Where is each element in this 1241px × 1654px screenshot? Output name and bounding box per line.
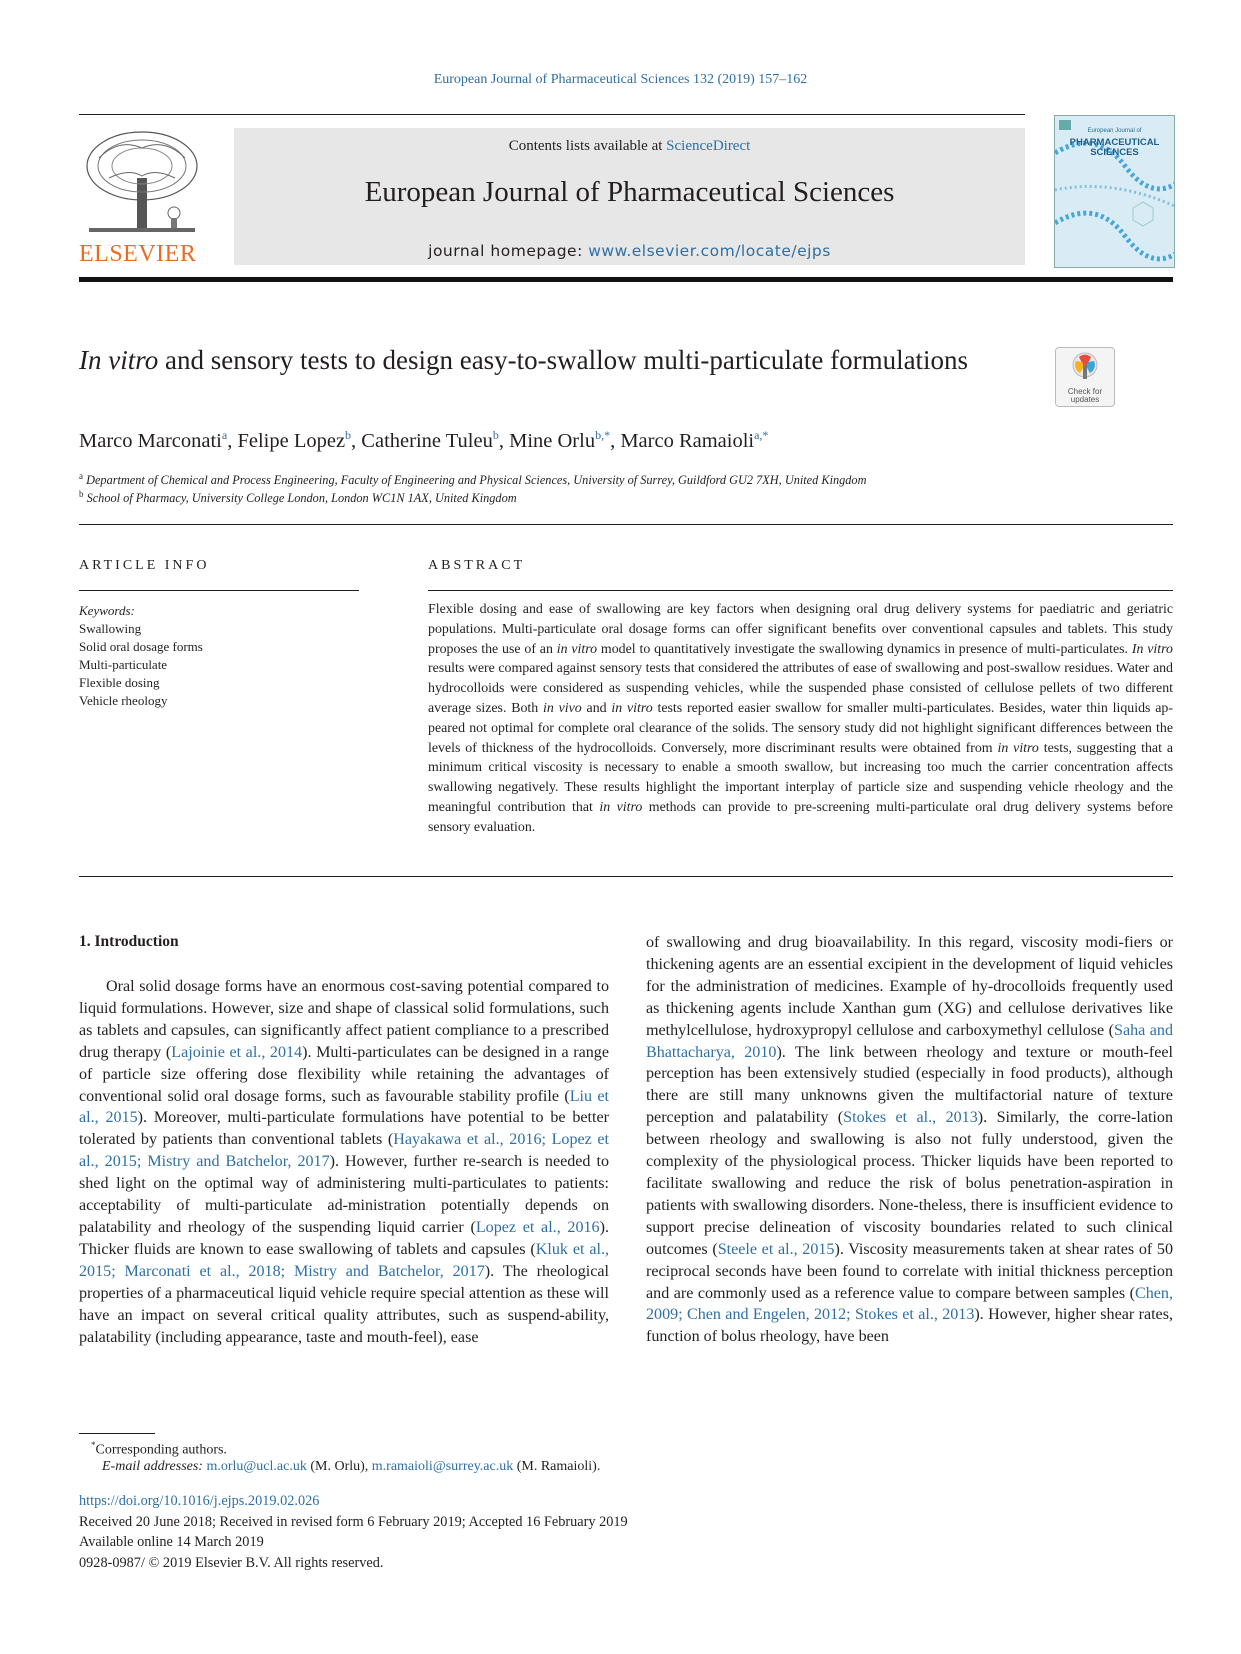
- footnote-star: *: [91, 1440, 96, 1450]
- contents-prefix: Contents lists available at: [508, 138, 667, 154]
- body-text: ). Similarly, the corre-lation between rheology and swallowing is also not fully understood, given the complexity of the physiological process. Thicker liquids have been reported to facilitate swallowing and reduce the risk of bolus penetration-aspiration in patients with swallowing disorders. None-theless, there is insufficient evidence to support precise delineation of viscosity boundaries related to such clinical outcomes (: [646, 1109, 1174, 1258]
- article-info-heading: ARTICLE INFO: [79, 558, 210, 573]
- homepage-line: [234, 242, 1025, 260]
- affiliation-text: Department of Chemical and Process Engineering, Faculty of Engineering and Physical Sciences, University of Surrey, Guildford GU2 7XH, United Kingdom: [86, 473, 867, 488]
- abstract-italic: in vitro: [599, 799, 643, 815]
- article-info-rule: [79, 590, 359, 591]
- author-affiliation-mark[interactable]: b,*: [595, 428, 611, 442]
- body-text: Oral solid dosage forms have an enormous cost-saving potential compared to liquid formulations. However, size and shape of classical solid formulations, such as tablets and capsules, can significantly affect patient compliance to a prescribed drug therapy (: [79, 978, 609, 1061]
- email-link-ramaioli[interactable]: m.ramaioli@surrey.ac.uk: [371, 1459, 514, 1474]
- body-text: ). Moreover, multi-particulate formulations have potential to be better tolerated by patients than conventional tablets (: [79, 1109, 609, 1149]
- keywords-block: [79, 602, 203, 710]
- introduction-heading: 1. Introduction: [79, 933, 179, 950]
- journal-masthead: [234, 128, 1025, 265]
- abstract-italic: in vitro: [556, 641, 598, 657]
- abstract-segment: tests reported easier swallow for smaller multi-particulates. Besides, water thin liquids ap-peared not optimal for complete oral clearance of the solids. The sensory study did not highlight significant differences between the levels of thickness of the hydrocolloids. Conversely, more discriminant results were obtained from: [428, 700, 1173, 756]
- abstract-bottom-rule: [79, 876, 1173, 877]
- author: [620, 430, 768, 452]
- footnote-rule: [79, 1433, 155, 1434]
- check-updates-label: Check for updates: [1067, 387, 1103, 404]
- citation-link[interactable]: Chen, 2009; Chen and Engelen, 2012; Stokes et al., 2013: [646, 1284, 1173, 1324]
- cover-title-text: PHARMACEUTICAL SCIENCES: [1069, 137, 1160, 158]
- body-text: of swallowing and drug bioavailability. In this regard, viscosity modi-fiers or thickening agents are an essential excipient in the development of liquid vehicles for the administration of medicines. Example of hy-drocolloids frequently used as thickening agents include Xanthan gum (XG) and cellulose derivatives like methylcellulose, hydroxypropyl cellulose and carboxymethyl cellulose (: [646, 934, 1173, 1039]
- citation-link[interactable]: Hayakawa et al., 2016; Lopez et al., 2015; Mistry and Batchelor, 2017: [79, 1131, 609, 1171]
- author: [237, 430, 351, 452]
- journal-title: European Journal of Pharmaceutical Sciences: [364, 176, 895, 208]
- author-affiliation-mark[interactable]: b: [345, 428, 352, 442]
- keywords-label: Keywords:: [79, 603, 135, 618]
- body-text: ). The rheological properties of a pharmaceutical liquid vehicle require special attention as these will have an impact on several critical quality attributes, such as suspend-ability, palatability (including appearance, taste and mouth-feel), ease: [79, 1262, 609, 1346]
- citation-link[interactable]: Saha and Bhattacharya, 2010: [646, 1021, 1174, 1061]
- abstract-text: [428, 600, 1173, 838]
- affiliation-rule: [79, 524, 1173, 525]
- email-owner: (M. Ramaioli).: [513, 1459, 601, 1474]
- abstract-segment: tests, suggesting that a minimum critical viscosity is necessary to enable a smooth swallow, but increasing too much the carrier concentration affects swallowing negatively. These results highlight the important interplay of particle size and suspending vehicle rheology and the meaningful contribution that: [428, 740, 1174, 815]
- affiliation-mark: b: [79, 489, 84, 499]
- copyright-line: 0928-0987/ © 2019 Elsevier B.V. All rights reserved.: [79, 1554, 384, 1571]
- author-affiliation-mark[interactable]: a: [221, 428, 228, 442]
- author: [79, 430, 227, 452]
- elsevier-logo[interactable]: [79, 128, 205, 268]
- body-text: ). However, further re-search is needed to shed light on the optimal way of administering multi-particulates to patients: acceptability of multi-particulate ad-ministration potentially depends on palatability and rheology of the suspending liquid carrier (: [79, 1153, 609, 1236]
- affiliation-text: School of Pharmacy, University College London, London WC1N 1AX, United Kingdom: [86, 491, 517, 506]
- author-list: Marco Marconati$^a$, Felipe Lopez$^b$, Catherine Tuleu$^b$, Mine Orlu$^{b,*}$, Marco Ramaioli$^{a,*}$: [79, 428, 769, 452]
- homepage-link[interactable]: www.elsevier.com/locate/ejps: [588, 242, 831, 260]
- abstract-rule: [428, 590, 1173, 591]
- doi-link[interactable]: https://doi.org/10.1016/j.ejps.2019.02.026: [79, 1493, 320, 1509]
- journal-cover-image[interactable]: [1054, 115, 1175, 268]
- keyword-item: Vehicle rheology: [79, 693, 168, 708]
- received-dates: Received 20 June 2018; Received in revised form 6 February 2019; Accepted 16 February 2019: [79, 1513, 628, 1530]
- body-text: ). However, higher shear rates, function of bolus rheology, have been: [646, 1306, 1173, 1346]
- keyword-item: Solid oral dosage forms: [79, 639, 203, 654]
- citation-link[interactable]: Kluk et al., 2015; Marconati et al., 2018; Mistry and Batchelor, 2017: [79, 1240, 609, 1280]
- affiliation-mark: a: [79, 471, 83, 481]
- citation-link[interactable]: Lajoinie et al., 2014: [171, 1043, 303, 1061]
- abstract-italic: in vitro: [997, 740, 1039, 756]
- publication-info: [79, 1491, 628, 1573]
- author-name: Felipe Lopez: [237, 430, 346, 452]
- author: [509, 430, 610, 452]
- author-affiliation-mark[interactable]: a,*: [754, 428, 769, 442]
- abstract-segment: model to quantitatively investigate the swallowing dynamics in presence of multi-particulates.: [597, 641, 1132, 657]
- journal-citation[interactable]: European Journal of Pharmaceutical Sciences 132 (2019) 157–162: [433, 72, 808, 87]
- email-label: E-mail addresses:: [102, 1459, 203, 1474]
- email-owner: (M. Orlu),: [306, 1459, 372, 1474]
- check-for-updates-button[interactable]: [1055, 347, 1115, 407]
- introduction-column-2: [646, 932, 1173, 1348]
- abstract-segment: results were compared against sensory tests that considered the attributes of ease of swallowing and post-swallow residues. Water and hydrocolloids were considered as suspending vehicles, while the suspended phase consisted of cellulose pellets of two different average sizes. Both: [428, 661, 1173, 716]
- keyword-item: Flexible dosing: [79, 675, 160, 690]
- keyword-item: Multi-particulate: [79, 657, 168, 672]
- abstract-segment: methods can provide to pre-screening multi-particulate oral drug delivery systems before sensory evaluation.: [428, 799, 1174, 835]
- corresponding-footnote: [91, 1440, 227, 1459]
- contents-line: [234, 138, 1025, 155]
- author-name: Marco Marconati: [79, 430, 222, 452]
- body-text: ). Multi-particulates can be designed in a range of particle size offering dose flexibility while retaining the advantages of conventional solid oral dosage forms, such as favourable stability profile (: [79, 1043, 609, 1105]
- abstract-segment: Flexible dosing and ease of swallowing are key factors when designing oral drug delivery systems for paediatric and geriatric populations. Multi-particulate oral dosage forms can offer significant benefits over conventional capsules and tablets. This study proposes the use of an: [428, 602, 1173, 657]
- author: [361, 430, 499, 452]
- author-name: Mine Orlu: [509, 430, 596, 452]
- affiliation-a: [79, 471, 866, 488]
- elsevier-tree-icon: [79, 128, 205, 238]
- citation-link[interactable]: Liu et al., 2015: [79, 1087, 609, 1127]
- abstract-segment: and: [581, 700, 612, 716]
- title-rest: and sensory tests to design easy-to-swallow multi-particulate formulations: [158, 345, 969, 375]
- body-text: ). The link between rheology and texture or mouth-feel perception has been extensively studied (especially in food products), although there are still many unknowns given the multifactorial nature of texture perception and palatability (: [646, 1043, 1173, 1127]
- introduction-column-1: [79, 976, 609, 1348]
- affiliation-b: [79, 489, 517, 506]
- elsevier-wordmark: ELSEVIER: [79, 241, 197, 267]
- author-affiliation-mark[interactable]: b: [492, 428, 499, 442]
- article-title: [79, 342, 979, 378]
- author-name: Marco Ramaioli: [620, 430, 755, 452]
- citation-link[interactable]: Lopez et al., 2016: [475, 1218, 600, 1236]
- header-rule: [79, 114, 1025, 115]
- citation-link[interactable]: Steele et al., 2015: [717, 1240, 835, 1258]
- abstract-italic: in vitro: [611, 700, 653, 716]
- homepage-prefix: journal homepage:: [428, 242, 589, 260]
- body-text: ). Viscosity measurements taken at shear rates of 50 reciprocal seconds have been found to correlate with initial thickness perception and are commonly used as a reference value to compare between samples (: [646, 1240, 1174, 1302]
- email-footnote: [102, 1459, 600, 1475]
- sciencedirect-link[interactable]: ScienceDirect: [666, 138, 751, 154]
- abstract-heading: ABSTRACT: [428, 558, 526, 573]
- body-text: ). Thicker fluids are known to ease swallowing of tablets and capsules (: [79, 1218, 609, 1258]
- title-italic-part: In vitro: [79, 345, 159, 375]
- crossmark-icon: [1070, 351, 1100, 383]
- masthead-bottom-rule: [79, 277, 1173, 282]
- corresponding-label: Corresponding authors.: [95, 1442, 227, 1458]
- author-name: Catherine Tuleu: [361, 430, 493, 452]
- email-link-orlu[interactable]: m.orlu@ucl.ac.uk: [206, 1459, 307, 1474]
- abstract-italic: in vivo: [543, 700, 582, 716]
- citation-link[interactable]: Stokes et al., 2013: [843, 1109, 978, 1127]
- cover-small-text: European Journal of: [1087, 128, 1142, 134]
- keyword-item: Swallowing: [79, 621, 142, 636]
- abstract-italic: In vitro: [1131, 641, 1173, 657]
- online-date: Available online 14 March 2019: [79, 1534, 264, 1550]
